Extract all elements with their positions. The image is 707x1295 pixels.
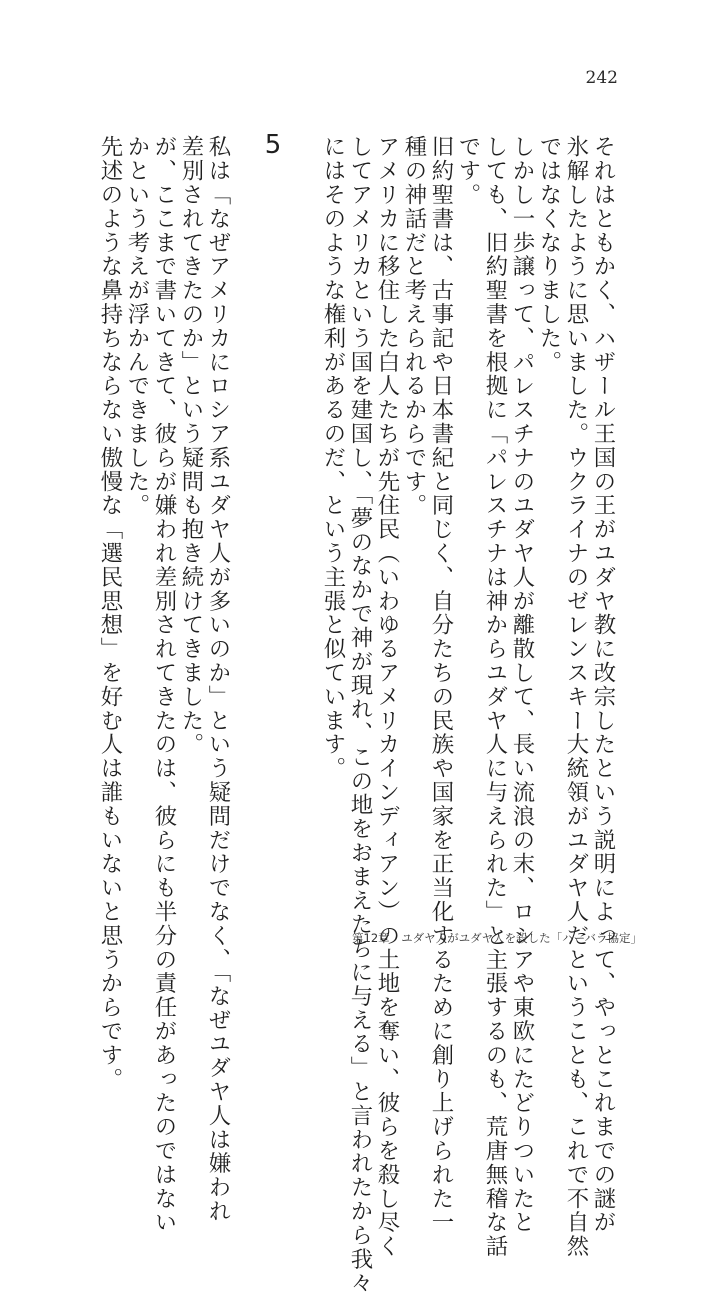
body-column: 先述のような鼻持ちならない傲慢な「選民思想」を好む人は誰もいないと思うからです。 <box>97 135 123 1091</box>
body-column: 差別されてきたのか」という疑問も抱き続けてきました。 <box>178 135 204 757</box>
body-column: にはそのような権利があるのだ、という主張と似ています。 <box>320 135 346 781</box>
body-column: しても、旧約聖書を根拠に「パレスチナは神からユダヤ人に与えられた」と主張するのも、荒唐無稽な話 <box>482 135 508 1259</box>
body-column: それはともかく、ハザール王国の王がユダヤ教に改宗したという説明によって、やっとこれまでの謎が <box>590 135 616 1235</box>
body-column: です。 <box>455 135 481 207</box>
body-column: アメリカに移住した白人たちが先住民（いわゆるアメリカインディアン）の土地を奪い、彼らを殺し尽く <box>374 135 400 1259</box>
section-number: 5 <box>258 130 288 160</box>
body-column: 種の神話だと考えられるからです。 <box>401 135 427 518</box>
body-column: しかし一歩譲って、パレスチナのユダヤ人が離散して、長い流浪の末、ロシアや東欧にたどりついたと <box>509 135 535 1235</box>
body-column: 私は「なぜアメリカにロシア系ユダヤ人が多いのか」という疑問だけでなく、「なぜユダヤ人は嫌われ <box>205 135 231 1224</box>
page-number: 242 <box>585 68 618 88</box>
body-column: 氷解したように思いました。ウクライナのゼレンスキー大統領がユダヤ人だということも、これで不自然 <box>563 135 589 1259</box>
body-column: してアメリカという国を建国し、「夢のなかで神が現れ、この地をおまえたちに与える」と言われたから我々 <box>347 135 373 1295</box>
running-footer: 第12章 ユダヤ人がユダヤ人を殺した「ハーバラ協定」 <box>352 931 643 945</box>
body-column: 旧約聖書は、古事記や日本書紀と同じく、自分たちの民族や国家を正当化するために創り上げられた一 <box>428 135 454 1235</box>
body-column: が、ここまで書いてきて、彼らが嫌われ差別されてきたのは、彼らにも半分の責任があったのではない <box>151 135 177 1235</box>
body-column: ではなくなりました。 <box>536 135 562 374</box>
body-column: かという考えが浮かんできました。 <box>124 135 150 518</box>
